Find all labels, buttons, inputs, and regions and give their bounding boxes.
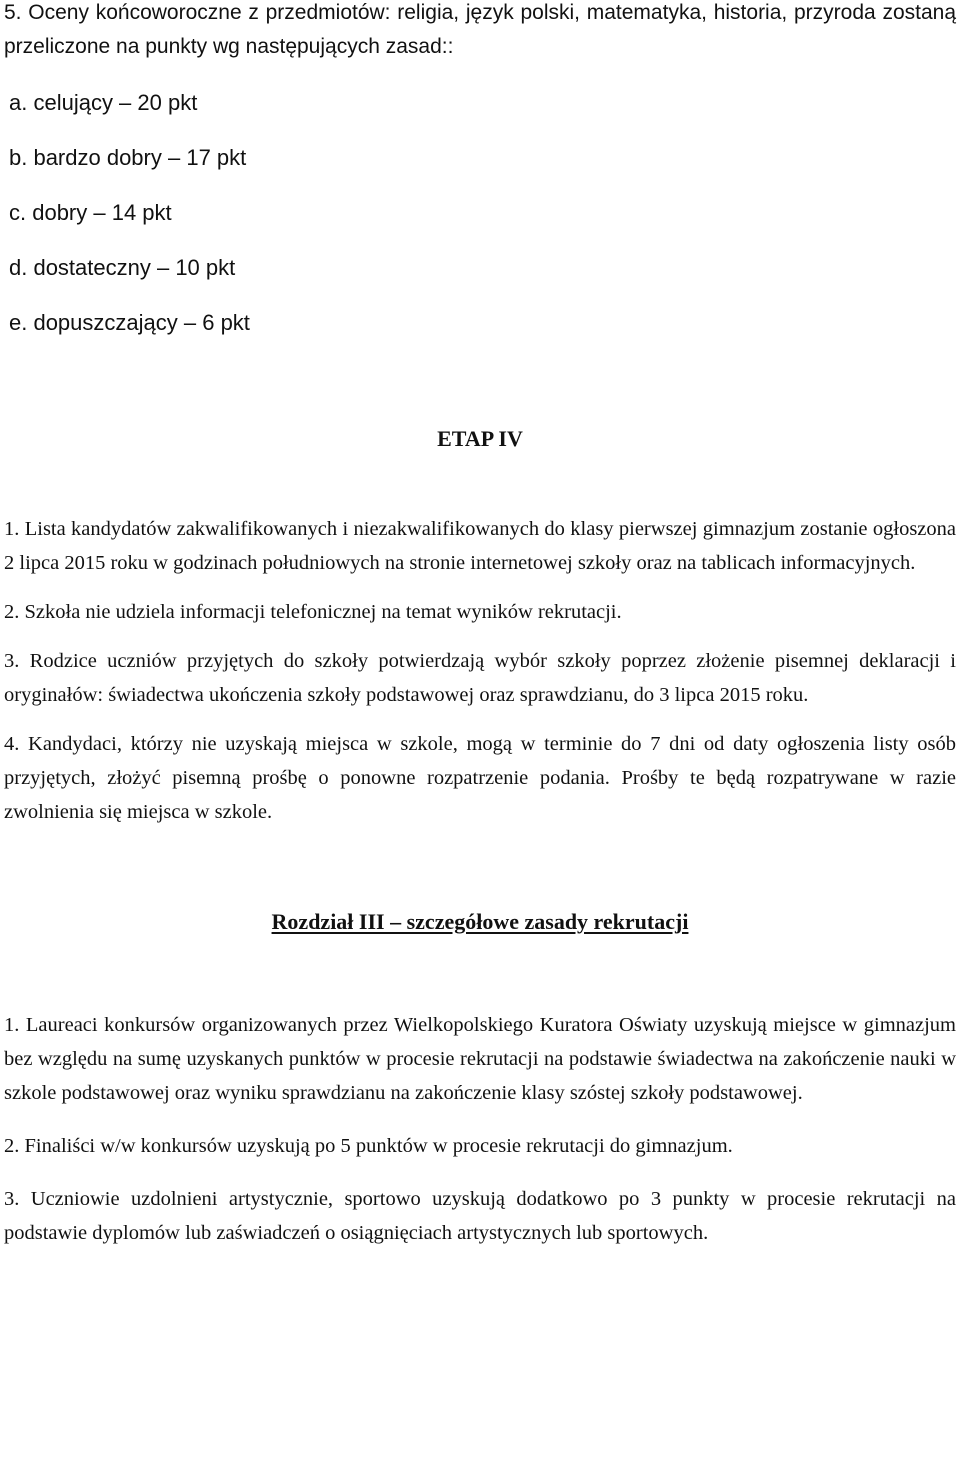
etap-iv-item-3: 3. Rodzice uczniów przyjętych do szkoły potwierdzają wybór szkoły poprzez złożenie pisemnej deklaracji i oryginałów: świadectwa ukończenia szkoły podstawowej oraz sprawdzianu, do 3 lipca 2015 roku. — [4, 650, 956, 706]
chapter-iii-heading: Rozdział III – szczegółowe zasady rekrutacji — [271, 909, 689, 934]
chapter-iii-item-3: 3. Uczniowie uzdolnieni artystycznie, sportowo uzyskują dodatkowo po 3 punkty w procesie rekrutacji na podstawie dyplomów lub zaświadczeń o osiągnięciach artystycznych lub sportowych. — [4, 1188, 956, 1244]
etap-iv-item-4: 4. Kandydaci, którzy nie uzyskają miejsca w szkole, mogą w terminie do 7 dni od daty ogłoszenia listy osób przyjętych, złożyć pisemną prośbę o ponowne rozpatrzenie podania. Prośby te będą rozpatrywane w razie zwolnienia się miejsca w szkole. — [4, 733, 956, 823]
chapter-iii-item-1: 1. Laureaci konkursów organizowanych przez Wielkopolskiego Kuratora Oświaty uzyskują miejsce w gimnazjum bez względu na sumę uzyskanych punktów w procesie rekrutacji na podstawie świadectwa na zakończenie nauki w szkole podstawowej oraz wyniku sprawdzianu na zakończenie klasy szóstej szkoły podstawowej. — [4, 1014, 956, 1104]
grade-item-a: a. celujący – 20 pkt — [9, 90, 198, 115]
grade-item-d: d. dostateczny – 10 pkt — [9, 255, 236, 280]
grade-item-b: b. bardzo dobry – 17 pkt — [9, 145, 247, 170]
grade-item-c: c. dobry – 14 pkt — [9, 200, 172, 225]
chapter-iii-items — [4, 942, 956, 1250]
etap-iv-item-2: 2. Szkoła nie udziela informacji telefonicznej na temat wyników rekrutacji. — [4, 601, 622, 623]
etap-iv-item-1: 1. Lista kandydatów zakwalifikowanych i niezakwalifikowanych do klasy pierwszej gimnazjum zostanie ogłoszona 2 lipca 2015 roku w godzinach południowych na stronie internetowej szkoły oraz na tablicach informacyjnych. — [4, 518, 956, 574]
section-5-intro: 5. Oceny końcoworoczne z przedmiotów: religia, język polski, matematyka, historia, przyroda zostaną przeliczone na punkty wg następujących zasad:: — [4, 1, 956, 58]
etap-iv-items — [4, 459, 956, 829]
etap-iv-heading: ETAP IV — [437, 426, 523, 451]
grade-item-e: e. dopuszczający – 6 pkt — [9, 310, 250, 335]
section-5 — [4, 0, 956, 350]
chapter-iii-item-2: 2. Finaliści w/w konkursów uzyskują po 5 punktów w procesie rekrutacji do gimnazjum. — [4, 1135, 733, 1157]
